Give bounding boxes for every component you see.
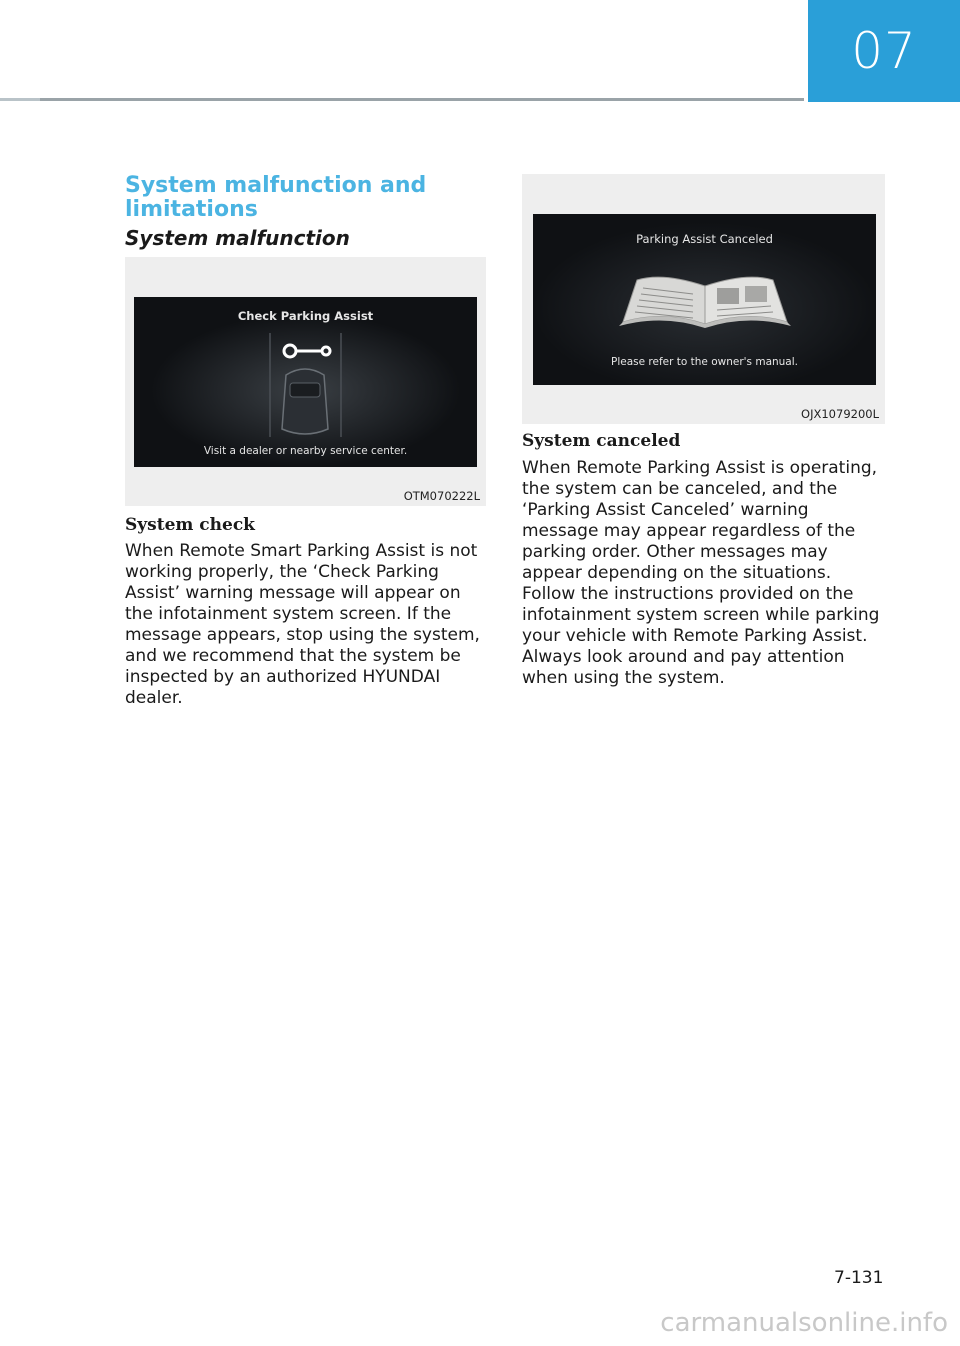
system-canceled-heading: System canceled	[522, 431, 681, 451]
chapter-tab: 07	[808, 0, 960, 102]
figure-parking-assist-canceled	[522, 174, 885, 424]
screen-message: Visit a dealer or nearby service center.	[203, 445, 408, 457]
header-rule	[0, 98, 804, 101]
section-title: System malfunction and limitations	[125, 173, 427, 222]
watermark: carmanualsonline.info	[660, 1308, 948, 1338]
screen-message: Please refer to the owner's manual.	[610, 356, 799, 368]
screen-title: Parking Assist Canceled	[636, 232, 773, 246]
display-screen	[533, 214, 876, 385]
system-check-heading: System check	[125, 515, 255, 535]
figure-code: OTM070222L	[403, 489, 480, 503]
screen-title: Check Parking Assist	[237, 309, 374, 323]
display-screen	[134, 297, 477, 467]
page-number: 7-131	[834, 1268, 884, 1288]
figure-check-parking-assist	[125, 257, 486, 506]
system-canceled-body: When Remote Parking Assist is operating, the system can be canceled, and the ‘Parking Assist Canceled’ warning message may appear regardless of the parking order. Other messages may appear depending on the situations. Follow the instructions provided on the infotainment system screen while parking your vehicle with Remote Parking Assist. Always look around and pay attention when using the system.	[522, 458, 880, 688]
figure-code: OJX1079200L	[801, 407, 879, 421]
car-top-view	[282, 369, 328, 434]
header-rule-accent	[0, 98, 40, 101]
system-check-body: When Remote Smart Parking Assist is not working properly, the ‘Check Parking Assist’ warning message will appear on the infotainment system screen. If the message appears, stop using the system, and we recommend that the system be inspected by an authorized HYUNDAI dealer.	[125, 541, 480, 708]
subsection-title: System malfunction	[125, 226, 350, 250]
